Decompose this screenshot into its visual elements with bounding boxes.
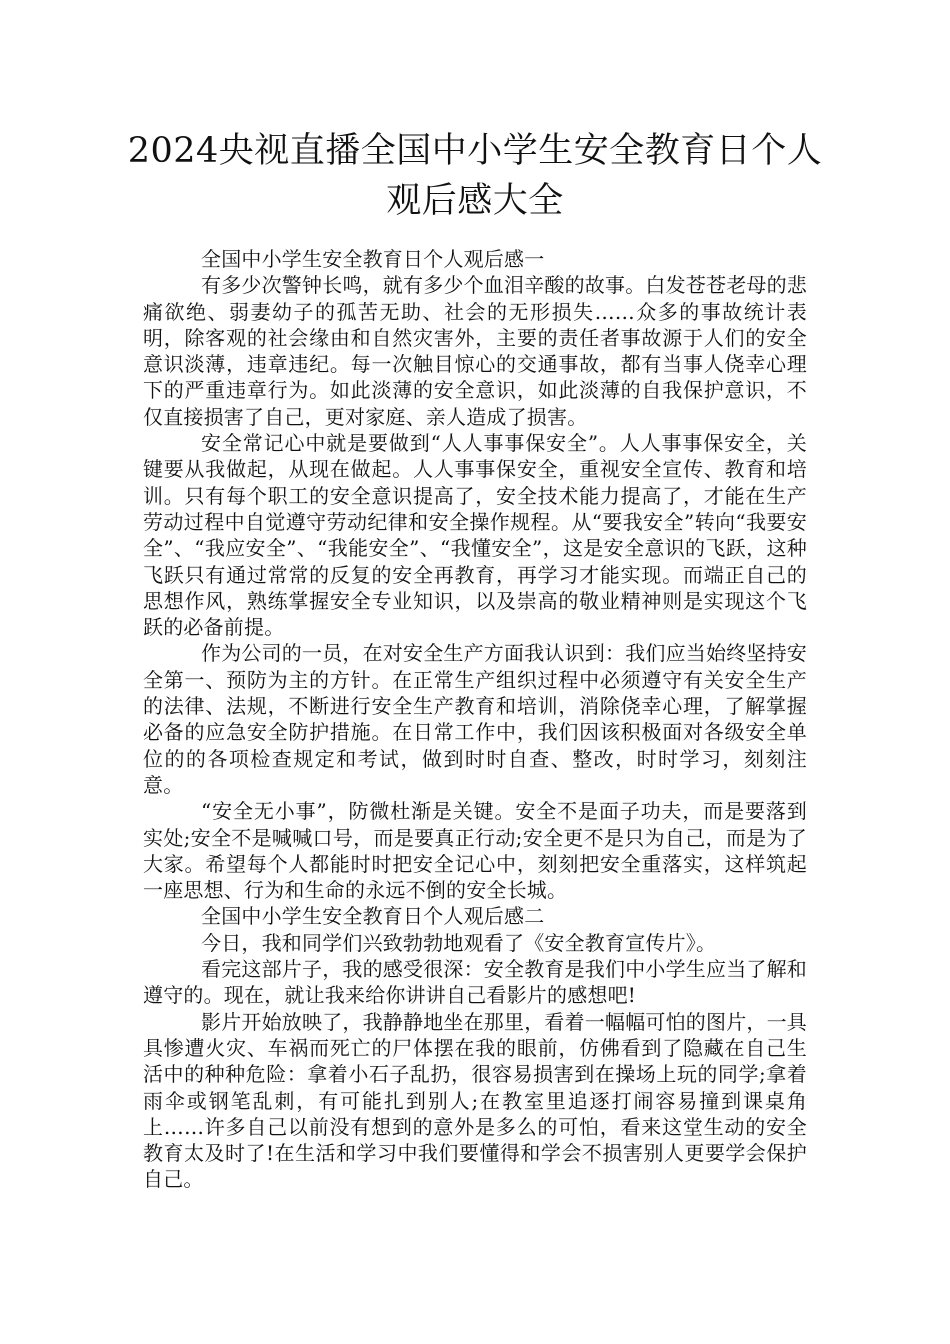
body-paragraph: 影片开始放映了，我静静地坐在那里，看着一幅幅可怕的图片，一具具惨遭火灾、车祸而死亡的尸体摆在我的眼前，仿佛看到了隐藏在自己生活中的种种危险：拿着小石子乱扔，很容易损害到在操场上玩的同学;拿着雨伞或钢笔乱刺，有可能扎到别人;在教室里追逐打闹容易撞到课桌角上……许多自己以前没有想到的意外是多么的可怕，看来这堂生动的安全教育太及时了!在生活和学习中我们要懂得和学会不损害别人更要学会保护自己。: [143, 1009, 807, 1192]
document-title: 2024央视直播全国中小学生安全教育日个人观后感大全: [127, 131, 823, 221]
document-body: [143, 246, 807, 1193]
section-heading-1: 全国中小学生安全教育日个人观后感一: [201, 247, 545, 271]
body-paragraph: 有多少次警钟长鸣，就有多少个血泪辛酸的故事。白发苍苍老母的悲痛欲绝、弱妻幼子的孤苦无助、社会的无形损失……众多的事故统计表明，除客观的社会缘由和自然灾害外，主要的责任者事故源于人们的安全意识淡薄，违章违纪。每一次触目惊心的交通事故，都有当事人侥幸心理下的严重违章行为。如此淡薄的安全意识，如此淡薄的自我保护意识，不仅直接损害了自己，更对家庭、亲人造成了损害。: [143, 273, 807, 429]
body-paragraph: 安全常记心中就是要做到“人人事事保安全”。人人事事保安全，关键要从我做起，从现在做起。人人事事保安全，重视安全宣传、教育和培训。只有每个职工的安全意识提高了，安全技术能力提高了，才能在生产劳动过程中自觉遵守劳动纪律和安全操作规程。从“要我安全”转向“我要安全”、“我应安全”、“我能安全”、“我懂安全”，这是安全意识的飞跃，这种飞跃只有通过常常的反复的安全再教育，再学习才能实现。而端正自己的思想作风，熟练掌握安全专业知识，以及崇高的敬业精神则是实现这个飞跃的必备前提。: [143, 431, 807, 640]
body-paragraph: “安全无小事”，防微杜渐是关键。安全不是面子功夫，而是要落到实处;安全不是喊喊口号，而是要真正行动;安全更不是只为自己，而是为了大家。希望每个人都能时时把安全记心中，刻刻把安全重落实，这样筑起一座思想、行为和生命的永远不倒的安全长城。: [143, 799, 807, 903]
body-paragraph: 看完这部片子，我的感受很深：安全教育是我们中小学生应当了解和遵守的。现在，就让我来给你讲讲自己看影片的感想吧!: [143, 957, 807, 1008]
section-heading-2: 全国中小学生安全教育日个人观后感二: [201, 904, 545, 929]
body-paragraph: 今日，我和同学们兴致勃勃地观看了《安全教育宣传片》。: [201, 930, 717, 955]
body-paragraph: 作为公司的一员，在对安全生产方面我认识到：我们应当始终坚持安全第一、预防为主的方针。在正常生产组织过程中必须遵守有关安全生产的法律、法规，不断进行安全生产教育和培训，消除侥幸心理，了解掌握必备的应急安全防护措施。在日常工作中，我们因该积极面对各级安全单位的的各项检查规定和考试，做到时时自查、整改，时时学习，刻刻注意。: [143, 641, 807, 797]
